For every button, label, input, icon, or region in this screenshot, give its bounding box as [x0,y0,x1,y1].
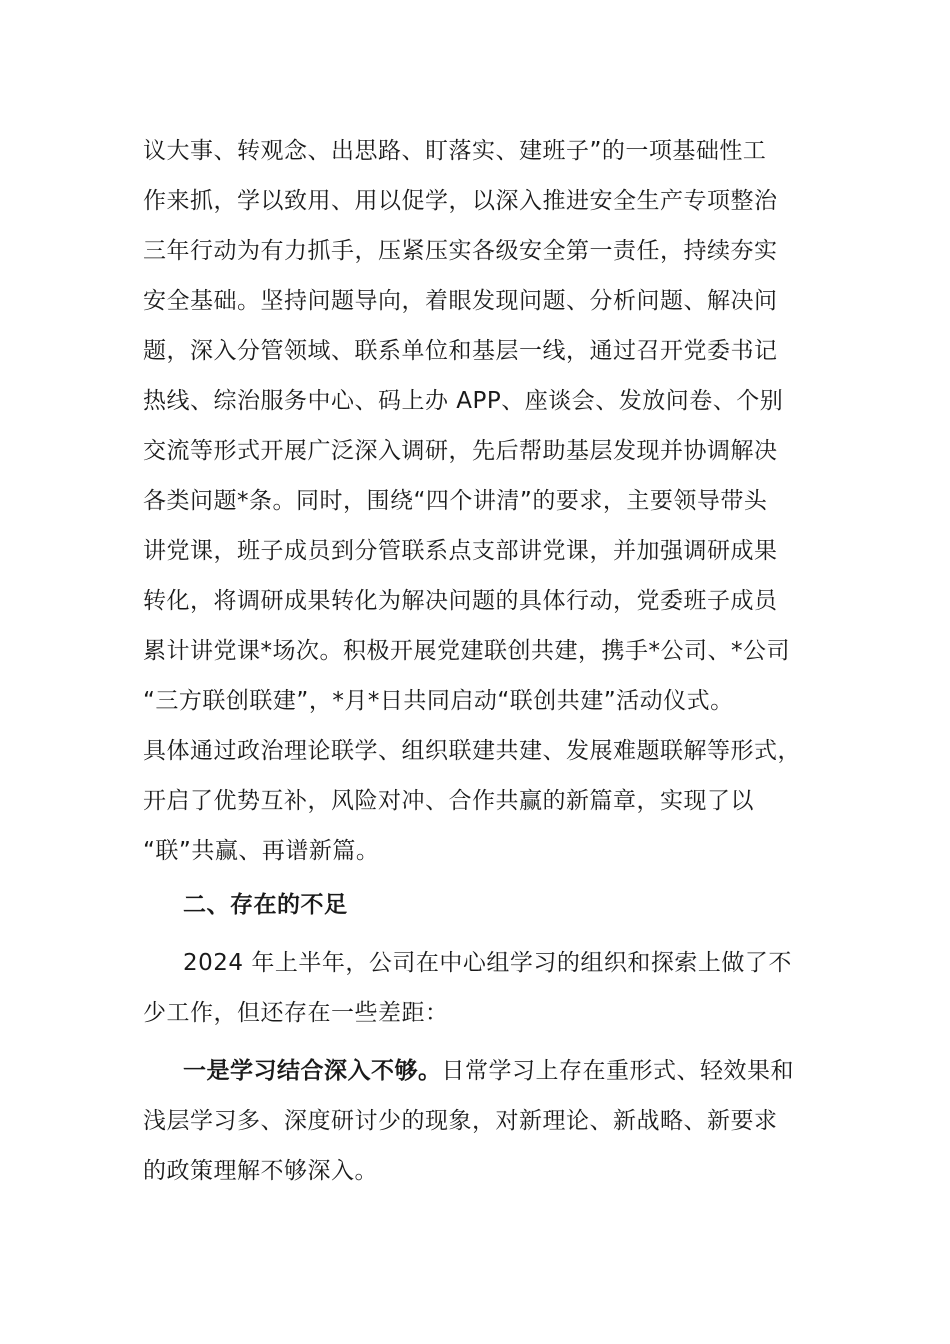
paragraph-line: 2024 年上半年，公司在中心组学习的组织和探索上做了不 [183,950,792,976]
paragraph-line: 议大事、转观念、出思路、盯落实、建班子”的一项基础性工 [143,138,767,164]
paragraph-line: 具体通过政治理论联学、组织联建共建、发展难题联解等形式， [143,738,801,764]
paragraph-line: 开启了优势互补，风险对冲、合作共赢的新篇章，实现了以 [143,788,754,814]
point-text: 日常学习上存在重形式、轻效果和 [441,1058,794,1084]
point-first-line [183,1056,794,1086]
paragraph-line: 三年行动为有力抓手，压紧压实各级安全第一责任，持续夯实 [143,238,778,264]
paragraph-line: 讲党课，班子成员到分管联系点支部讲党课，并加强调研成果 [143,538,778,564]
paragraph-line: “三方联创联建”，*月*日共同启动“联创共建”活动仪式。 [143,688,734,714]
paragraph-line: 交流等形式开展广泛深入调研，先后帮助基层发现并协调解决 [143,438,778,464]
paragraph-line: 浅层学习多、深度研讨少的现象，对新理论、新战略、新要求 [143,1108,778,1134]
paragraph-line: 安全基础。坚持问题导向，着眼发现问题、分析问题、解决问 [143,288,778,314]
paragraph-line: 的政策理解不够深入。 [143,1158,378,1184]
paragraph-line: 少工作，但还存在一些差距： [143,1000,449,1026]
paragraph-line: 作来抓，学以致用、用以促学，以深入推进安全生产专项整治 [143,188,778,214]
paragraph-line: 热线、综治服务中心、码上办 APP、座谈会、发放问卷、个别 [143,388,784,414]
paragraph-line: 转化，将调研成果转化为解决问题的具体行动，党委班子成员 [143,588,778,614]
point-bold-label: 一是学习结合深入不够。 [183,1058,442,1084]
paragraph-line: “联”共赢、再谱新篇。 [143,838,380,864]
section-heading: 二、存在的不足 [183,892,348,918]
paragraph-line: 各类问题*条。同时，围绕“四个讲清”的要求，主要领导带头 [143,488,768,514]
paragraph-line: 累计讲党课*场次。积极开展党建联创共建，携手*公司、*公司 [143,638,790,664]
paragraph-line: 题，深入分管领域、联系单位和基层一线，通过召开党委书记 [143,338,778,364]
